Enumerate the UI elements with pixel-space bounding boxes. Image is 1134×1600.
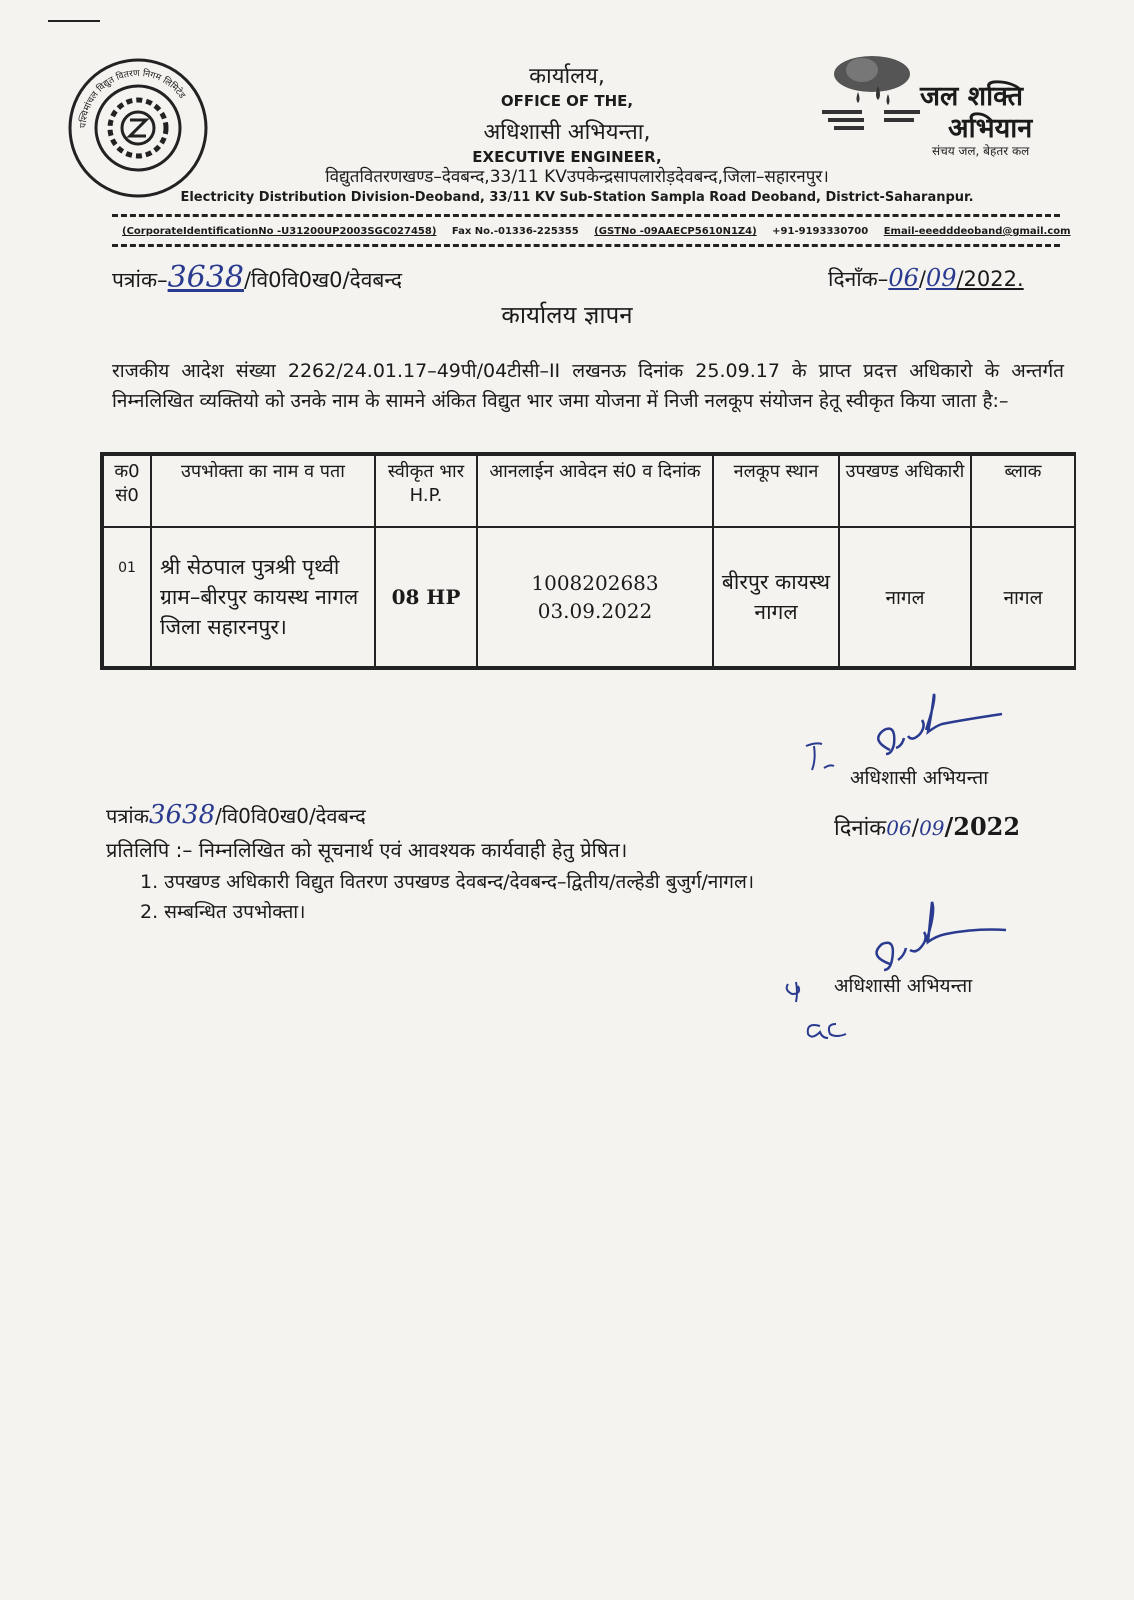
order-paragraph: राजकीय आदेश संख्या 2262/24.01.17–49पी/04टीसी–II लखनऊ दिनांक 25.09.17 के प्राप्त प्रदत्त अधिकारो के अन्तर्गत निम्नलिखित व्यक्तियो को उनके नाम के सामने अंकित विद्युत भार जमा योजना में निजी नलकूप संयोजन हेतू स्वीकृत किया जाता है:– (112, 360, 1064, 412)
copy-ref-label: पत्रांक (106, 804, 149, 828)
ref-label: पत्रांक– (112, 268, 168, 292)
cell-application (477, 527, 713, 667)
cell-name: श्री सेठपाल पुत्रश्री पृथ्वी ग्राम–बीरपुर कायस्थ नागल जिला सहारनपुर। (151, 527, 375, 667)
copy-ref-number: 3638 (148, 800, 216, 830)
jal-abhiyan-title: अभियान (948, 113, 1033, 144)
date-line: दिनाँक–06/09/2022. (828, 264, 1024, 292)
email-text: Email-eeedddeoband@gmail.com (883, 226, 1071, 237)
col-header-sno: क0 सं0 (103, 455, 151, 527)
ref-suffix: /वि0वि0ख0/देवबन्द (243, 268, 403, 292)
gstin-text: (GSTNo -09AAECP5610N1Z4) (594, 226, 757, 237)
copy-ref-suffix: /वि0वि0ख0/देवबन्द (215, 804, 366, 828)
sig1-date-day: 06 (886, 816, 912, 840)
phone-text: +91-9193330700 (772, 226, 869, 237)
application-date: 03.09.2022 (537, 599, 653, 623)
col-header-block: ब्लाक (971, 455, 1075, 527)
sig1-date-label: दिनांक (834, 816, 887, 841)
sig1-date-year: /2022 (944, 812, 1021, 841)
cell-sub-officer: नागल (839, 527, 971, 667)
copy-reference (106, 800, 366, 830)
reference-line (112, 260, 402, 295)
engineer-hindi: अधिशासी अभियन्ता, (483, 120, 651, 145)
table-row (103, 527, 1075, 667)
col-header-application: आनलाईन आवेदन सं0 व दिनांक (477, 455, 713, 527)
cell-location: बीरपुर कायस्थ नागल (713, 527, 839, 667)
contact-line (122, 226, 1071, 237)
ref-number: 3638 (167, 260, 244, 295)
copy-item-1: 1. उपखण्ड अधिकारी विद्युत वितरण उपखण्ड देवबन्द/देवबन्द–द्वितीय/तल्हेडी बुजुर्ग/नागल। (140, 871, 755, 893)
division-english: Electricity Distribution Division-Deoband, 33/11 KV Sub-Station Sampla Road Deoband, District-Saharanpur. (180, 190, 974, 205)
office-hindi: कार्यालय, (529, 64, 605, 89)
signature-2-title: अधिशासी अभियन्ता (834, 975, 973, 997)
signature-1-title: अधिशासी अभियन्ता (850, 767, 989, 789)
col-header-location: नलकूप स्थान (713, 455, 839, 527)
seal-text: पश्चिमांचल विद्युत वितरण निगम लिमिटेड (78, 68, 187, 129)
date-label: दिनाँक– (828, 267, 889, 291)
cin-text: (CorporateIdentificationNo -U31200UP2003SGC027458) (122, 226, 437, 237)
table-header-row (103, 455, 1075, 527)
jal-tagline: संचय जल, बेहतर कल (932, 144, 1030, 158)
copy-item-2: 2. सम्बन्धित उपभोक्ता। (140, 901, 306, 923)
date-month: 09 (925, 264, 957, 292)
divider-top (112, 214, 1060, 217)
col-header-load: स्वीकृत भार H.P. (375, 455, 477, 527)
fax-text: Fax No.-01336-225355 (451, 226, 579, 237)
jal-shakti-title: जल शक्ति (920, 81, 1023, 112)
connection-table (100, 452, 1076, 670)
date-year: /2022. (956, 267, 1024, 291)
memo-title: कार्यालय ज्ञापन (501, 301, 633, 329)
signature-1-date: दिनांक06/09/2022 (834, 812, 1021, 841)
division-hindi: विद्युतवितरणखण्ड–देवबन्द,33/11 KVउपकेन्द्रसापलारोड़देवबन्द,जिला–सहारनपुर। (325, 167, 829, 187)
application-number: 1008202683 (531, 571, 659, 595)
sig1-date-month: 09 (919, 816, 945, 840)
corner-mark (48, 20, 100, 22)
col-header-sub-officer: उपखण्ड अधिकारी (839, 455, 971, 527)
divider-bottom (112, 244, 1060, 247)
col-header-name: उपभोक्ता का नाम व पता (151, 455, 375, 527)
engineer-english: EXECUTIVE ENGINEER, (472, 148, 662, 166)
office-english: OFFICE OF THE, (500, 92, 634, 110)
cell-load: 08 HP (375, 527, 477, 667)
date-day: 06 (888, 264, 919, 292)
copy-intro: प्रतिलिपि :– निम्नलिखित को सूचनार्थ एवं आवश्यक कार्यवाही हेतु प्रेषित। (106, 838, 628, 862)
cell-block: नागल (971, 527, 1075, 667)
cell-sno: 01 (103, 527, 151, 667)
